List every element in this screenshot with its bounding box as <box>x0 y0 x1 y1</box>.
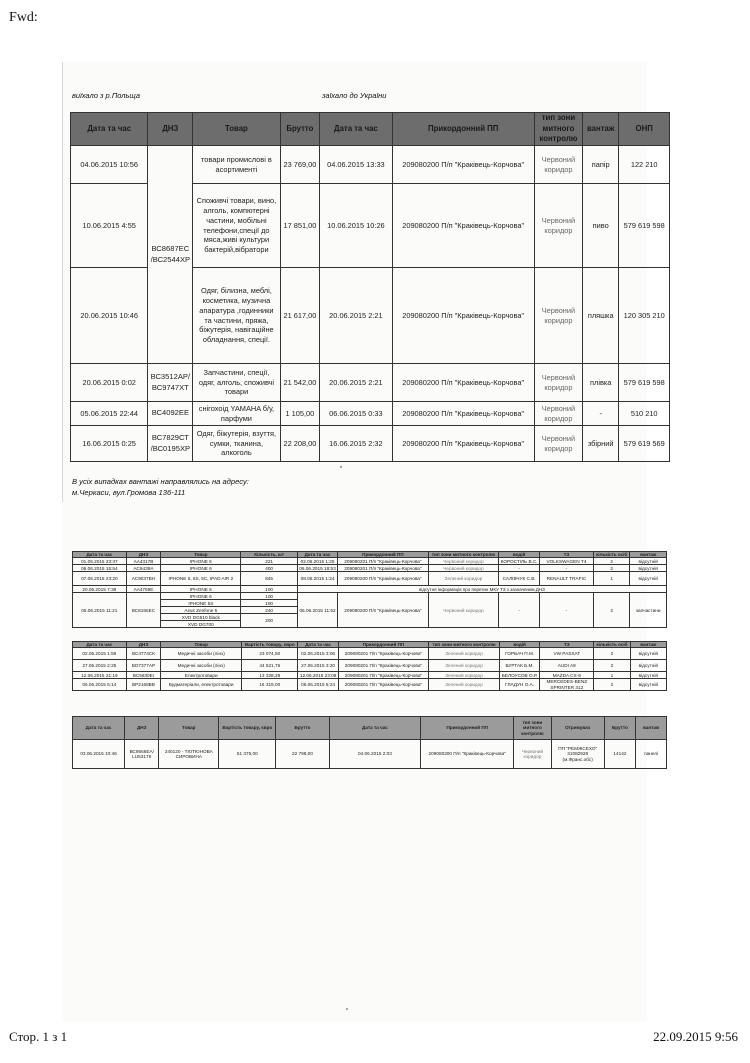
iphone-shipments-table <box>72 551 667 628</box>
cell: 27.06.2015 2:25 <box>73 660 127 672</box>
cell: відсутній <box>630 660 666 672</box>
cell: ГОРБАЧ П.М. <box>499 648 539 660</box>
cell: Asus Zenfone 5 <box>161 607 241 614</box>
cell-cargo: пиво <box>583 184 619 268</box>
cell-cargo: пляшка <box>583 268 619 364</box>
cell-border-post: 209080200 П/п "Краківець-Корчова" <box>392 426 534 462</box>
cell-border-post: 209080200 П/п "Краківець-Корчова" <box>392 402 534 426</box>
cell: 01.06.2015 23:37 <box>73 558 127 565</box>
cell: 2 <box>593 593 629 628</box>
col-header: Товар <box>193 113 280 146</box>
cell: 221 <box>241 558 297 565</box>
cell-date-in: 16.06.2015 2:32 <box>320 426 392 462</box>
cell: 02.06.2015 3:06 <box>298 648 338 660</box>
col-header: Товар <box>159 717 219 740</box>
cell: XVD DG700 <box>161 621 241 628</box>
cell: 2 <box>593 558 629 565</box>
col-header: Дата та час <box>297 552 337 558</box>
col-header: ТЗ <box>539 552 593 558</box>
cell: АА4317В <box>126 558 161 565</box>
cell: 20.06.2015 7:38 <box>73 586 127 593</box>
table-row <box>71 402 670 426</box>
cell-border-post: 209080200 П/п "Краківець-Корчова" <box>392 268 534 364</box>
cell: 209080200 П/п "Краківець-Корчова" <box>338 572 428 586</box>
col-header: Дата та час <box>320 113 392 146</box>
table-row <box>73 672 667 679</box>
table-row <box>73 648 667 660</box>
cell: 16 319,00 <box>242 679 298 691</box>
col-header: ДНЗ <box>148 113 193 146</box>
cell: 209080200 П/п "Краківець-Корчова" <box>338 593 428 628</box>
col-header: Прикордонний ПП <box>338 642 428 648</box>
col-header: Дата та час <box>329 717 421 740</box>
cell-date-out: 10.06.2015 4:55 <box>71 184 148 268</box>
cell: 209080200 П/п "Краківець-Корчова" <box>421 740 514 769</box>
cell: 23 074,50 <box>242 648 298 660</box>
cell-date-in: 06.06.2015 0:33 <box>320 402 392 426</box>
cell: БУРТАК Б.М. <box>499 660 539 672</box>
col-header: Прикордонний ПП <box>421 717 514 740</box>
cell: 2 <box>594 660 630 672</box>
cell: 03.06.2015 10:46 <box>73 740 125 769</box>
cell: Червоний коридор <box>514 740 552 769</box>
cell: 04.06.2015 2:03 <box>329 740 421 769</box>
cell: MERCEDES-BENZ SPRINTER 312 <box>540 679 594 691</box>
cell-cargo: збірний <box>583 426 619 462</box>
cell: Медичні засоби (лінз) <box>161 648 242 660</box>
table-row <box>71 426 670 462</box>
tobacco-shipment-table <box>72 716 667 769</box>
cell-brutto: 23 769,00 <box>280 146 320 184</box>
cell-dnz-merged: ВС8687ЕС /ВС2544ХР <box>148 146 193 364</box>
cell: 2 <box>594 679 630 691</box>
cell-date-in: 04.06.2015 13:33 <box>320 146 392 184</box>
cell: 209080201 П/п "Краківець-Корчова" <box>338 648 428 660</box>
cell: 209080201 П/п "Краківець-Корчова" <box>338 679 428 691</box>
col-header: вантаж <box>636 717 667 740</box>
col-header: Вартість товару, євро <box>219 717 276 740</box>
cell: 209080201 П/п "Краківець-Корчова" <box>338 672 428 679</box>
cell-brutto: 21 542,00 <box>280 364 320 402</box>
cell-cargo: папір <box>583 146 619 184</box>
cell-date-out: 20.06.2015 0:02 <box>71 364 148 402</box>
cell-goods: товари промислові в асортименті <box>193 146 280 184</box>
cell: IPHONE 6, 6S, 5C, IPAD AIR 2 <box>161 572 241 586</box>
cell: 240120 - ТЮТЮНОВА СИРОВИНА <box>159 740 219 769</box>
cell: відсутній <box>630 672 666 679</box>
cell: IPHONE 6 <box>161 586 241 593</box>
cell: САЛІВЧУК С.В. <box>499 572 539 586</box>
cell: Медичні засоби (лінз) <box>161 660 242 672</box>
cell: відсутній <box>630 558 667 565</box>
cell: 100 <box>241 586 297 593</box>
cell: - <box>539 593 593 628</box>
col-header: Дата та час <box>73 717 125 740</box>
col-header: тип зони митного контролю <box>428 552 499 558</box>
table-header-row <box>73 717 667 740</box>
cell: ВС5630ЕІ <box>126 672 161 679</box>
cell: БЕЛОУСОВ О.Р. <box>499 672 539 679</box>
fwd-label: Fwd: <box>9 10 38 25</box>
col-header: ДНЗ <box>125 717 159 740</box>
col-header: Отримувач <box>551 717 604 740</box>
cell-zone: Червоний коридор <box>534 426 582 462</box>
cell: Будматеріали, електротовари <box>161 679 242 691</box>
col-header: ДНЗ <box>126 642 161 648</box>
address-line-1: В усіх випадках вантажі направлялись на адресу: <box>72 477 249 486</box>
cell-date-out: 16.06.2015 0:25 <box>71 426 148 462</box>
cell-dnz: ВС4092ЕЕ <box>148 402 193 426</box>
col-header: Брутто <box>604 717 636 740</box>
scan-speck <box>346 1008 348 1010</box>
table-row <box>73 593 667 600</box>
col-header: Товар <box>161 642 242 648</box>
cell-zone: Червоний коридор <box>534 184 582 268</box>
cell-date-out: 05.06.2015 22:44 <box>71 402 148 426</box>
col-header: водій <box>499 642 539 648</box>
cell-brutto: 17 851,00 <box>280 184 320 268</box>
cell: VOLKSWAGEN T4 <box>539 558 593 565</box>
cell-goods: Споживчі товари, вино, алголь, компютерні частини, мобільні телефони,спеції до мяса,живі культури бактерій,вібратори <box>193 184 280 268</box>
col-header: кількість осіб <box>593 552 629 558</box>
cell-date-out: 04.06.2015 10:56 <box>71 146 148 184</box>
cell-cargo: плівка <box>583 364 619 402</box>
cell: - <box>499 593 539 628</box>
cell: Зелений коридор <box>429 648 500 660</box>
cell: 05.06.2015 11:21 <box>73 593 127 628</box>
cell: - <box>499 565 539 572</box>
cell: 209080201 П/п "Краківець-Корчова" <box>338 558 428 565</box>
cell: 100 <box>241 600 297 607</box>
cell: 06.06.2015 6:24 <box>298 679 338 691</box>
col-header: Дата та час <box>73 552 127 558</box>
col-header: Дата та час <box>298 642 338 648</box>
table-row <box>73 679 667 691</box>
cell: відсутній <box>630 679 666 691</box>
cell-date-in: 10.06.2015 10:26 <box>320 184 392 268</box>
table-row <box>73 586 667 593</box>
col-header: ОНП <box>619 113 670 146</box>
cell-onp: 510 210 <box>619 402 670 426</box>
cell: 14142 <box>604 740 636 769</box>
cell: 06.06.2015 5:14 <box>73 679 127 691</box>
cell: 08.06.2015 1:24 <box>297 572 337 586</box>
cell: 200 <box>241 614 297 628</box>
cell: 06.06.2015 18:53 <box>299 565 336 571</box>
cell: IPHONE 6 <box>161 558 241 565</box>
cell-onp: 579 619 598 <box>619 184 670 268</box>
col-header: Дата та час <box>71 113 148 146</box>
cell: Електротовари <box>161 672 242 679</box>
cell: 2 <box>593 565 629 572</box>
cell: 209080201 П/п "Краківець-Корчова" <box>338 660 428 672</box>
cell: ВС8156ЕС <box>126 593 161 628</box>
cell-dnz: ВС3512АР/ ВС9747ХТ <box>148 364 193 402</box>
cell: 209080201 П/п "Краківець-Корчова" <box>338 565 428 572</box>
cell: відсутній <box>630 565 667 572</box>
table-header-row <box>71 113 670 146</box>
cell: АС9037ВН <box>126 572 161 586</box>
scan-edge <box>62 62 63 502</box>
col-header: Товар <box>161 552 241 558</box>
col-header: Вартість товару, євро <box>242 642 298 648</box>
cell: Зелений коридор <box>428 572 499 586</box>
cell-zone: Червоний коридор <box>534 268 582 364</box>
cell-border-post: 209080200 П/п "Краківець-Корчова" <box>392 364 534 402</box>
cell-goods: Одяг, білизна, меблі, косметика, музична апаратура ,годинники та частини, пряжа, біжутерія, навігаційне обладнання, спеції. <box>193 268 280 364</box>
cell: Червоний коридор <box>428 565 499 572</box>
col-header: тип зони митного контролю <box>429 642 500 648</box>
cell: панелі <box>636 740 667 769</box>
table-row <box>71 364 670 402</box>
delivery-address <box>72 476 249 499</box>
col-header: Брутто <box>280 113 320 146</box>
cell: 12.06.2015 21:19 <box>73 672 127 679</box>
cell: Зелений коридор <box>429 660 500 672</box>
table-row <box>73 660 667 672</box>
cell: - <box>539 565 593 572</box>
cell: 06.06.2015 11:52 <box>297 593 337 628</box>
col-header: вантаж <box>583 113 619 146</box>
cell: ГЛАДУН О.А. <box>499 679 539 691</box>
cell: IPHONE 6 <box>161 593 241 600</box>
cell-date-in: 20.06.2015 2:21 <box>320 268 392 364</box>
col-header: ТЗ <box>540 642 594 648</box>
cell-brutto: 22 208,00 <box>280 426 320 462</box>
cell: 22 798,00 <box>276 740 329 769</box>
table-row <box>73 565 667 572</box>
cell-onp: 120 305 210 <box>619 268 670 364</box>
cell: VW PASSAT <box>540 648 594 660</box>
cell: 2 <box>594 648 630 660</box>
cell-brutto: 21 617,00 <box>280 268 320 364</box>
cell: RENAULT TRAFIC <box>539 572 593 586</box>
cell: Червоний коридор <box>428 558 499 565</box>
cell-border-post: 209080200 П/п "Краківець-Корчова" <box>392 184 534 268</box>
cell: ПП "РЕМЖСЕХО" 31082928 (м.Франс.обс) <box>551 740 604 769</box>
crossings-table <box>70 112 670 462</box>
col-header: тип зони митного контролю <box>514 717 552 740</box>
col-header: Дата та час <box>73 642 127 648</box>
cell: XVD DG510 black <box>161 614 241 621</box>
cell: 51 375,00 <box>219 740 276 769</box>
col-header: кількість осіб <box>594 642 630 648</box>
cell-zone: Червоний коридор <box>534 146 582 184</box>
cell: АА4769Е <box>126 586 161 593</box>
cell: IPHONE 6 <box>161 565 241 572</box>
cell-onp: 122 210 <box>619 146 670 184</box>
col-header: ДНЗ <box>126 552 161 558</box>
cell-onp: 579 619 598 <box>619 364 670 402</box>
cell-cargo: - <box>583 402 619 426</box>
cell: КОРОСТІЛЬ В.С. <box>500 558 538 564</box>
cell: 02.06.2015 1:59 <box>73 648 127 660</box>
cell: 1 <box>593 572 629 586</box>
cell: MAZDA CX-9 <box>540 672 594 679</box>
cell-goods: Запчастини, спеції, одяг, алголь, споживчі товари <box>193 364 280 402</box>
cell: ВО7377АР <box>126 660 161 672</box>
cell: IPHONE 5S <box>161 600 241 607</box>
cell-zone: Червоний коридор <box>534 402 582 426</box>
cell: Зелений коридор <box>429 679 500 691</box>
cell: 07.06.2015 23:20 <box>73 572 127 586</box>
cell-goods: Одяг, біжутерія, взуття, сумки, тканина, алкоголь <box>193 426 280 462</box>
cell-goods: снігохоід YAMAHA б/у, парфуми <box>193 402 280 426</box>
cell: 12.06.2015 23:08 <box>299 672 337 678</box>
col-header: Прикордонний ПП <box>392 113 534 146</box>
cell: 240 <box>241 607 297 614</box>
page-counter: Стор. 1 з 1 <box>9 1029 68 1044</box>
table-row <box>73 740 667 769</box>
table1-right-caption: заїхало до України <box>322 91 387 100</box>
cell: Червоний коридор <box>428 593 499 628</box>
table-row <box>73 558 667 565</box>
cell-date-out: 20.06.2015 10:46 <box>71 268 148 364</box>
cell: 845 <box>241 572 297 586</box>
cell: відсутній <box>630 572 667 586</box>
cell-zone: Червоний коридор <box>534 364 582 402</box>
cell-dnz: ВС7829СТ /ВС0195ХР <box>148 426 193 462</box>
cell: 100 <box>241 593 297 600</box>
address-line-2: м.Черкаси, вул.Громова 136-111 <box>72 488 186 498</box>
cell: 02.06.2015 1:25 <box>297 558 337 565</box>
cell: AUDI A8 <box>540 660 594 672</box>
col-header: вантаж <box>630 642 666 648</box>
cell: ВР2168ВВ <box>126 679 161 691</box>
cell: відсутній <box>630 648 666 660</box>
print-datetime: 22.09.2015 9:56 <box>653 1029 738 1044</box>
cell: ВС9566ЕА/ LU5317К <box>125 740 159 769</box>
col-header: Кількість, шт <box>241 552 297 558</box>
cell: 1 <box>594 672 630 679</box>
cell: 27.06.2015 3:20 <box>298 660 338 672</box>
col-header: тип зони митного контролю <box>534 113 582 146</box>
cell: 400 <box>241 565 297 572</box>
cell: запчастини <box>630 593 667 628</box>
table-row <box>73 572 667 586</box>
cell-brutto: 1 105,00 <box>280 402 320 426</box>
scan-speck <box>340 466 342 468</box>
cell-date-in: 20.06.2015 2:21 <box>320 364 392 402</box>
cell: АС6439А <box>126 565 161 572</box>
cell: ВС4774СК <box>126 648 161 660</box>
col-header: Брутто <box>276 717 329 740</box>
col-header: вантаж <box>630 552 667 558</box>
cell: Зелений коридор <box>429 672 500 679</box>
cell-no-info: відсутня інформація про перетин МКУ ТЗ з зазначеним ДНЗ <box>297 586 666 593</box>
cell-border-post: 209080200 П/п "Краківець-Корчова" <box>392 146 534 184</box>
goods-value-table <box>72 641 667 691</box>
col-header: водій <box>499 552 539 558</box>
col-header: Прикордонний ПП <box>338 552 428 558</box>
cell-onp: 579 619 569 <box>619 426 670 462</box>
cell: 44 521,76 <box>242 660 298 672</box>
cell: 06.06.2015 15:54 <box>73 565 127 572</box>
table1-left-caption: виїхало з р.Польща <box>72 91 141 100</box>
cell: 13 328,29 <box>242 672 298 679</box>
table-row <box>71 146 670 184</box>
